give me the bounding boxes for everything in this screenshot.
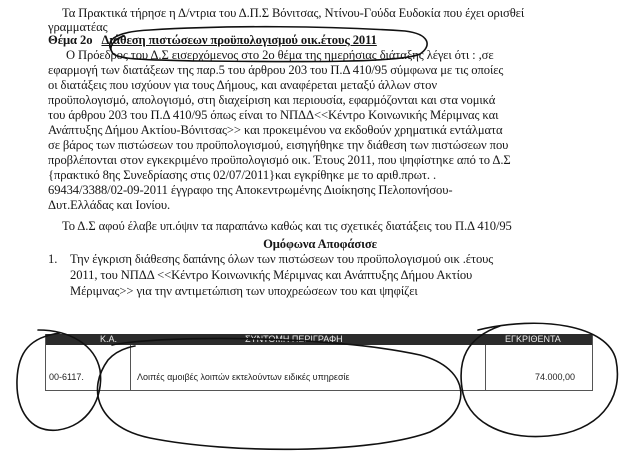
topic-label: Θέμα 2ο	[48, 33, 93, 47]
council-considered-line: Το Δ.Σ αφού έλαβε υπ.όψιν τα παραπάνω καθώς και τις σχετικές διατάξεις του Π.Δ 410/95	[62, 219, 512, 233]
header-approved: ΕΓΚΡΙΘΕΝΤΑ	[505, 334, 561, 344]
body-line: {πρακτικό 8ης Συνεδρίασης στις 02/07/2011}και εγκρίθηκε με το αριθ.πρωτ. .	[48, 168, 437, 182]
decision-line: Μέριμνας>> για την αντιμετώπιση των υποχρεώσεων του και ψηφίζει	[70, 284, 418, 298]
body-line: προβλέπονται στον εγκεκριμένο προϋπολογισμό οικ. Έτους 2011, που ψηφίστηκε από το Δ.Σ	[48, 153, 511, 167]
body-line: Ανάπτυξης Δήμου Ακτίου-Βόνιτσας>> και προκειμένου να εκδοθούν χρηματικά εντάλματα	[48, 123, 503, 137]
item-number: 1.	[48, 252, 58, 266]
decision-heading: Ομόφωνα Αποφάσισε	[263, 237, 377, 251]
decision-line: Την έγκριση διάθεσης δαπάνης όλων των πιστώσεων του προϋπολογισμού οικ .έτους	[70, 252, 494, 266]
row-amount: 74.000,00	[535, 372, 576, 382]
row-description: Λοιπές αμοιβές λοιπών εκτελούντων ειδικές υπηρεσίε	[137, 372, 350, 382]
header-code: Κ.Α.	[100, 334, 118, 344]
description-column-circle-mark	[97, 338, 460, 449]
body-line: οι διατάξεις που ισχύουν για τους Δήμους, και αναφέρεται μεταξύ άλλων στον	[48, 78, 437, 92]
minutes-keeper-line: Τα Πρακτικά τήρησε η Δ/ντρια του Δ.Π.Σ Βόνιτσας, Ντίνου-Γούδα Ευδοκία που έχει ορισθεί	[62, 6, 525, 20]
body-line: 69434/3388/02-09-2011 έγγραφο της Αποκεντρωμένης Διοίκησης Πελοπονήσου-	[48, 183, 453, 197]
table-header	[45, 334, 593, 345]
decision-line: 2011, του ΝΠΔΔ <<Κέντρο Κοινωνικής Μέριμνας και Ανάπτυξης Δήμου Ακτίου	[70, 268, 473, 282]
body-line: σε βάρος των πιστώσεων του προϋπολογισμού, εισηγήθηκε την διάθεση των πιστώσεων που	[48, 138, 509, 152]
topic-line	[48, 33, 377, 47]
body-line: εφαρμογή των διατάξεων της παρ.5 του άρθρου 203 του Π.Δ 410/95 σύμφωνα με τις οποίες	[48, 63, 504, 77]
topic-title: Διάθεση πιστώσεων προϋπολογισμού οικ.έτους 2011	[101, 33, 377, 47]
secretary-line: γραμματέας	[48, 20, 108, 34]
body-line: Ο Πρόεδρος του Δ.Σ εισερχόμενος στο 2ο θέμα της ημερήσιας διάταξης λέγει ότι : ,σε	[66, 48, 494, 62]
table-row	[45, 372, 593, 383]
row-code: 00-6117.	[49, 372, 84, 382]
body-line: προϋπολογισμό, απολογισμό, στη διαχείριση και περιουσία, εφαρμόζονται και στα νομικά	[48, 93, 496, 107]
body-line: Δυτ.Ελλάδας και Ιονίου.	[48, 198, 171, 212]
body-line: του άρθρου 203 του Π.Δ 410/95 όπως είναι το ΝΠΔΔ<<Κέντρο Κοινωνικής Μέριμνας και	[48, 108, 499, 122]
header-description: ΣΥΝΤΟΜΗ ΠΕΡΙΓΡΑΦΗ	[245, 334, 343, 344]
